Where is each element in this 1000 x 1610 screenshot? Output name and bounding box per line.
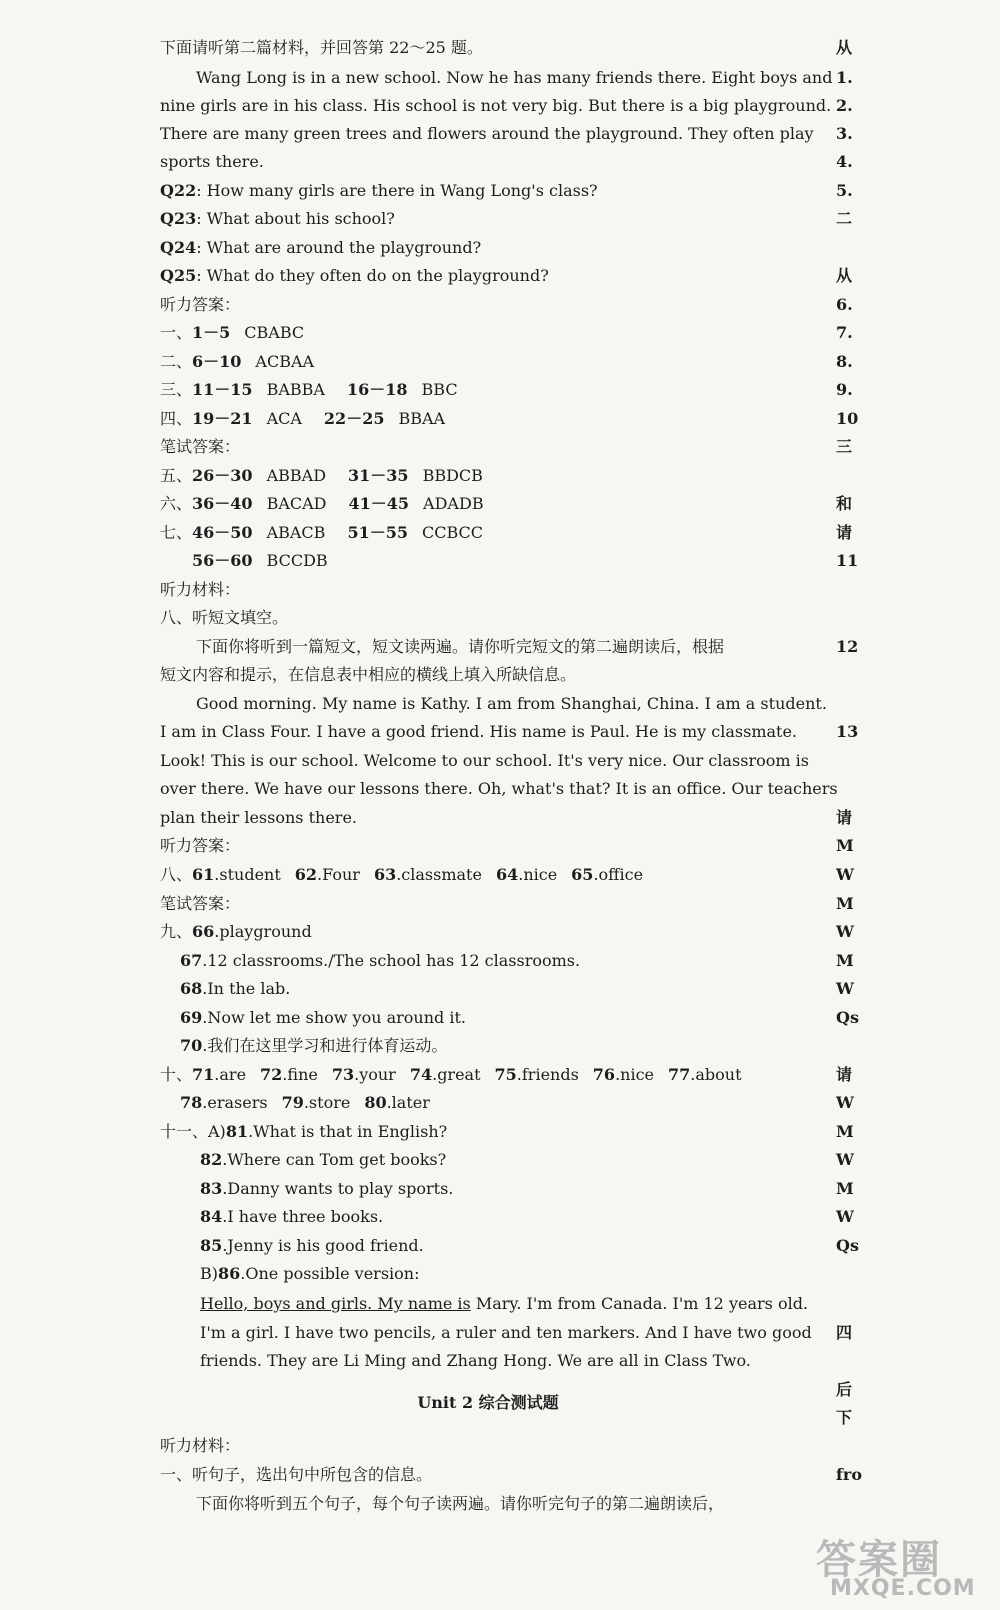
passage-line: sports there. [160, 152, 264, 171]
question-text: : How many girls are there in Wang Long's class? [196, 181, 598, 200]
answer-row: 三、11－15 BABBA 16－18 BBC [160, 380, 458, 399]
section-label: 笔试答案： [160, 437, 241, 456]
essay-line: Hello, boys and girls. My name is Mary. I'm from Canada. I'm 12 years old. [200, 1294, 809, 1313]
section-title: 八、听短文填空。 [160, 608, 289, 627]
question-text: : What about his school? [196, 209, 395, 228]
section-label: 听力材料： [160, 1436, 241, 1455]
passage-line: plan their lessons there. [160, 808, 357, 827]
question-line [160, 179, 598, 203]
underlined-text: Hello, boys and girls. My name is [200, 1294, 471, 1313]
answer-row: 十、71.are 72.fine 73.your 74.great 75.friends 76.nice 77.about [160, 1065, 742, 1084]
answer-row: 56－60 BCCDB [192, 551, 328, 570]
question-line [160, 236, 481, 260]
answer-row: 69.Now let me show you around it. [180, 1008, 466, 1027]
section-title: 一、听句子，选出句中所包含的信息。 [160, 1465, 433, 1484]
answer-row: 85.Jenny is his good friend. [200, 1236, 424, 1255]
answer-row: 四、19－21 ACA 22－25 BBAA [160, 409, 446, 428]
instruction-line: 下面请听第二篇材料，并回答第 22～25 题。 [160, 38, 483, 57]
answer-row: 一、1－5 CBABC [160, 323, 305, 342]
answer-row: 68.In the lab. [180, 979, 291, 998]
watermark-logo [812, 1528, 992, 1604]
answer-row: 78.erasers 79.store 80.later [180, 1093, 430, 1112]
section-label: 听力答案： [160, 295, 241, 314]
watermark-text: 答案圈 [816, 1537, 942, 1583]
section-label: 笔试答案： [160, 894, 241, 913]
instruction-line: 短文内容和提示，在信息表中相应的横线上填入所缺信息。 [160, 665, 577, 684]
question-text: : What do they often do on the playground? [196, 266, 549, 285]
passage-line: nine girls are in his class. His school is not very big. But there is a big playground. [160, 96, 832, 115]
answer-row: 八、61.student 62.Four 63.classmate 64.nice 65.office [160, 865, 644, 884]
section-label: 听力材料： [160, 580, 241, 599]
section-label: 听力答案： [160, 836, 241, 855]
question-label: Q22 [160, 181, 197, 200]
answer-row: 七、46－50 ABACB 51－55 CCBCC [160, 523, 484, 542]
passage-line: I am in Class Four. I have a good friend. His name is Paul. He is my classmate. [160, 722, 798, 741]
essay-line: I'm a girl. I have two pencils, a ruler and ten markers. And I have two good [200, 1323, 812, 1342]
watermark-url: MXQE.COM [830, 1576, 976, 1601]
question-label: Q24 [160, 238, 197, 257]
question-text: : What are around the playground? [196, 238, 482, 257]
answer-row: 67.12 classrooms./The school has 12 classrooms. [180, 951, 581, 970]
question-line [160, 264, 549, 288]
answer-row: B)86.One possible version: [200, 1264, 420, 1283]
question-line [160, 207, 395, 231]
answer-row: 十一、A)81.What is that in English? [160, 1122, 448, 1141]
answer-row: 九、66.playground [160, 922, 312, 941]
passage-line: Look! This is our school. Welcome to our school. It's very nice. Our classroom is [160, 751, 809, 770]
passage-line: Good morning. My name is Kathy. I am from Shanghai, China. I am a student. [196, 694, 827, 713]
answer-row: 82.Where can Tom get books? [200, 1150, 447, 1169]
question-label: Q25 [160, 266, 197, 285]
answer-row: 84.I have three books. [200, 1207, 384, 1226]
instruction-line: 下面你将听到五个句子，每个句子读两遍。请你听完句子的第二遍朗读后， [196, 1494, 725, 1513]
answer-row: 70.我们在这里学习和进行体育运动。 [180, 1036, 448, 1055]
answer-row: 二、6－10 ACBAA [160, 352, 315, 371]
answer-row: 六、36－40 BACAD 41－45 ADADB [160, 494, 484, 513]
passage-line: Wang Long is in a new school. Now he has many friends there. Eight boys and [196, 68, 833, 87]
answer-row: 五、26－30 ABBAD 31－35 BBDCB [160, 466, 483, 485]
unit-title: Unit 2 综合测试题 [417, 1393, 559, 1412]
passage-line: There are many green trees and flowers around the playground. They often play [160, 124, 814, 143]
instruction-line: 下面你将听到一篇短文，短文读两遍。请你听完短文的第二遍朗读后，根据 [196, 637, 725, 656]
question-label: Q23 [160, 209, 197, 228]
passage-line: over there. We have our lessons there. Oh, what's that? It is an office. Our teachers [160, 779, 838, 798]
essay-line: friends. They are Li Ming and Zhang Hong. We are all in Class Two. [200, 1351, 751, 1370]
document-page: 下面请听第二篇材料，并回答第 22～25 题。 Wang Long is in a new school. Now he has many friends there. Eight boys and nine girls are in his class. His school is not very big. But there is a big playground. There are many green trees and flowers around the playground. They often play sports there. Q22: How many girls are there in Wang Long's class? Q23: What about his school? Q24: What are around the playground? Q25: What do they often do on the playground? 听力答案： 一、1－5 CBABC 二、6－10 ACBAA 三、11－15 BABBA 16－18 BBC 四、19－21 ACA 22－25 BBAA 笔试答案： 五、26－30 ABBAD 31－35 BBDCB 六、36－40 BACAD 41－45 ADADB 七、46－50 ABACB 51－55 CCBCC 56－60 BCCDB 听力材料： 八、听短文填空。 下面你将听到一篇短文，短文读两遍。请你听完短文的第二遍朗读后，根据 短文内容和提示，在信息表中相应的横线上填入所缺信息。 Good morning. My name is Kathy. I am from Shanghai, China. I am a student. I am in Class Four. I have a good friend. His name is Paul. He is my classmate. Look! This is our school. Welcome to our school. It's very nice. Our classroom is over there. We have our lessons there. Oh, what's that? It is an office. Our teachers plan their lessons there. 听力答案： 八、61.student 62.Four 63.classmate 64.nice 65.office 笔试答案： 九、66.playground 67.12 classrooms./The school has 12 classrooms. 68.In the lab. 69.Now let me show you around it. 70.我们在这里学习和进行体育运动。 十、71.are 72.fine 73.your 74.great 75.friends 76.nice 77.about 78.erasers 79.store 80.later 十一、A)81.What is that in English? 82.Where can Tom get books? 83.Danny wants to play sports. 84.I have three books. 85.Jenny is his good friend. B)86.One possible version: Hello, boys and girls. My name is Mary. I'm from Canada. I'm 12 years old. I'm a girl. I have two pencils, a ruler and ten markers. And I have two good friends. They are Li Ming and Zhang Hong. We are all in Class Two. Unit 2 综合测试题 听力材料： 一、听句子，选出句中所包含的信息。 下面你将听到五个句子，每个句子读两遍。请你听完句子的第二遍朗读后， 从 1. 2. 3. 4. 5. 二 从 6. 7. 8. 9. 10 三 和 请 11 12 13 请 M W M W M W Qs 请 W M W M W Qs 四 后 下 fro 答案圈 MXQE.COM [0, 0, 1000, 1610]
answer-row: 83.Danny wants to play sports. [200, 1179, 454, 1198]
